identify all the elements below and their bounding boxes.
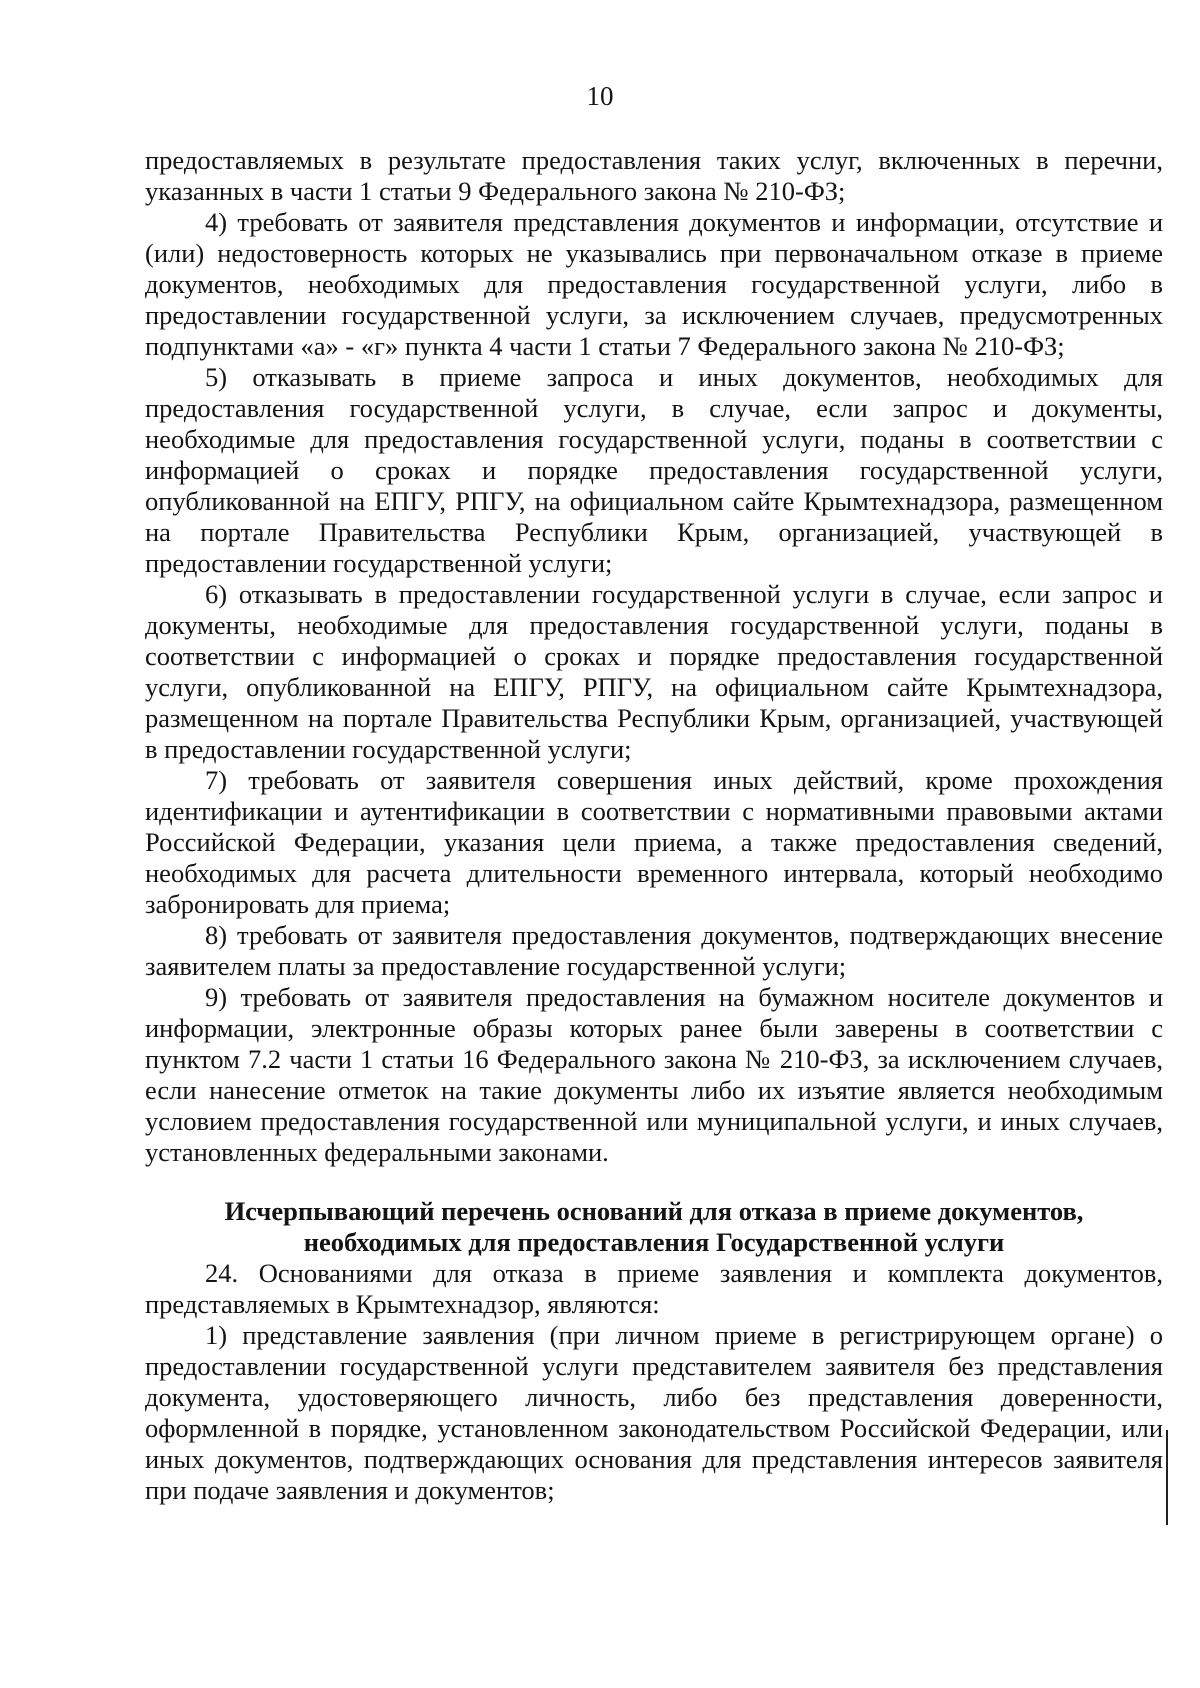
paragraph-continuation: предоставляемых в результате предоставления таких услуг, включенных в перечни, указанных в части 1 статьи 9 Федерального закона № 210-ФЗ; (145, 145, 1163, 206)
scan-margin-line (1166, 1430, 1168, 1525)
paragraph-item-4: 4) требовать от заявителя представления документов и информации, отсутствие и (или) недостоверность которых не указывались при первоначальном отказе в приеме документов, необходимых для предоставления государственной услуги, либо в предоставлении государственной услуги, за исключением случаев, предусмотренных подпунктами «а» - «г» пункта 4 части 1 статьи 7 Федерального закона № 210-ФЗ; (145, 207, 1163, 361)
paragraph-item-5: 5) отказывать в приеме запроса и иных документов, необходимых для предоставления государственной услуги, в случае, если запрос и документы, необходимые для предоставления государственной услуги, поданы в соответствии с информацией о сроках и порядке предоставления государственной услуги, опубликованной на ЕПГУ, РПГУ, на официальном сайте Крымтехнадзора, размещенном на портале Правительства Республики Крым, организацией, участвующей в предоставлении государственной услуги; (145, 362, 1163, 578)
section-heading (145, 1196, 1163, 1258)
section-heading-line-1: Исчерпывающий перечень оснований для отказа в приеме документов, (224, 1196, 1084, 1226)
paragraph-item-9: 9) требовать от заявителя предоставления на бумажном носителе документов и информации, электронные образы которых ранее были заверены в соответствии с пунктом 7.2 части 1 статьи 16 Федерального закона № 210-ФЗ, за исключением случаев, если нанесение отметок на такие документы либо их изъятие является необходимым условием предоставления государственной или муниципальной услуги, и иных случаев, установленных федеральными законами. (145, 982, 1163, 1167)
section-heading-line-2: необходимых для предоставления Государственной услуги (303, 1227, 1005, 1257)
paragraph-clause-24: 24. Основаниями для отказа в приеме заявления и комплекта документов, представляемых в Крымтехнадзор, являются: (145, 1258, 1163, 1319)
paragraph-item-8: 8) требовать от заявителя предоставления документов, подтверждающих внесение заявителем платы за предоставление государственной услуги; (145, 920, 1163, 981)
paragraph-item-6: 6) отказывать в предоставлении государственной услуги в случае, если запрос и документы, необходимые для предоставления государственной услуги, поданы в соответствии с информацией о сроках и порядке предоставления государственной услуги, опубликованной на ЕПГУ, РПГУ, на официальном сайте Крымтехнадзора, размещенном на портале Правительства Республики Крым, организацией, участвующей в предоставлении государственной услуги; (145, 579, 1163, 764)
document-body (145, 145, 1163, 1506)
page-number: 10 (586, 81, 614, 111)
paragraph-clause-24-item-1: 1) представление заявления (при личном приеме в регистрирующем органе) о предоставлении государственной услуги представителем заявителя без представления документа, удостоверяющего личность, либо без представления доверенности, оформленной в порядке, установленном законодательством Российской Федерации, или иных документов, подтверждающих основания для представления интересов заявителя при подаче заявления и документов; (145, 1320, 1163, 1505)
paragraph-item-7: 7) требовать от заявителя совершения иных действий, кроме прохождения идентификации и аутентификации в соответствии с нормативными правовыми актами Российской Федерации, указания цели приема, а также предоставления сведений, необходимых для расчета длительности временного интервала, который необходимо забронировать для приема; (145, 765, 1163, 919)
